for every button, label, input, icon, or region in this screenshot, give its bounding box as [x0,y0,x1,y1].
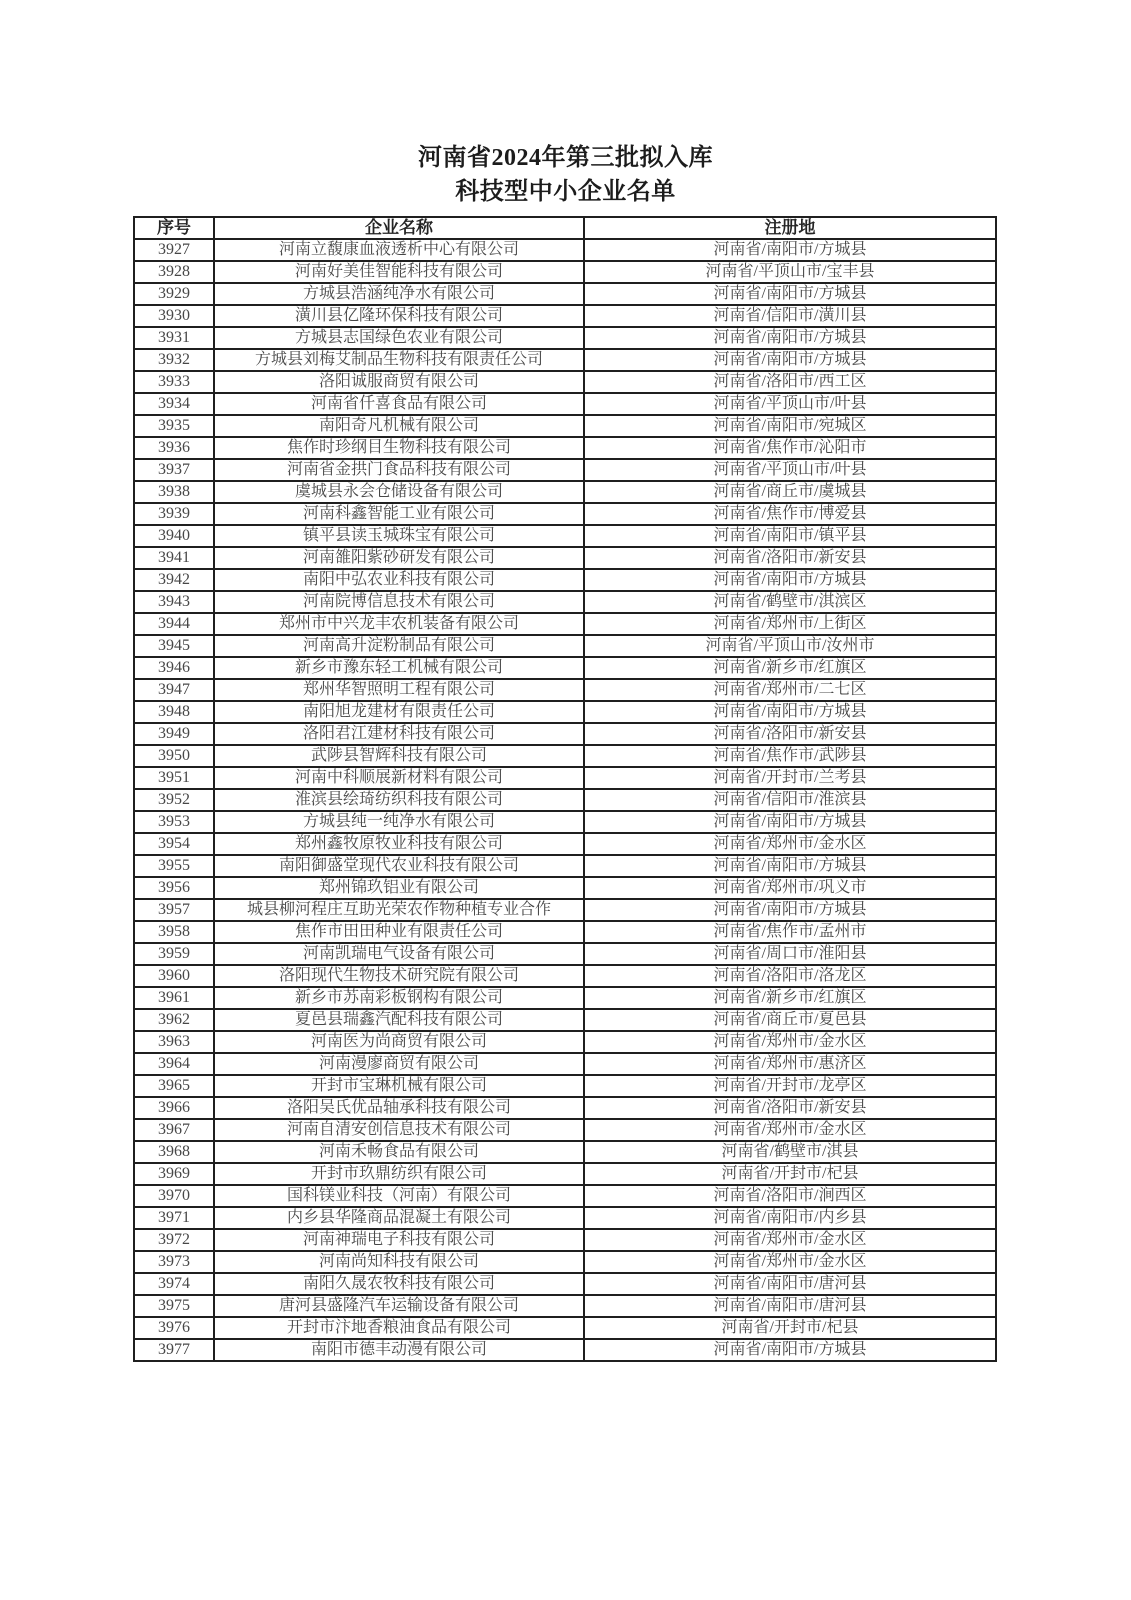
company-name-cell: 武陟县智辉科技有限公司 [214,745,584,767]
registration-cell: 河南省/郑州市/巩义市 [584,877,996,899]
table-row [134,1273,996,1295]
serial-cell: 3961 [134,987,214,1009]
company-name-cell: 河南省仟喜食品有限公司 [214,393,584,415]
serial-cell: 3954 [134,833,214,855]
registration-cell: 河南省/郑州市/惠济区 [584,1053,996,1075]
company-name-cell: 河南禾畅食品有限公司 [214,1141,584,1163]
company-name-cell: 镇平县读玉城珠宝有限公司 [214,525,584,547]
registration-cell: 河南省/洛阳市/涧西区 [584,1185,996,1207]
table-row [134,1075,996,1097]
serial-cell: 3948 [134,701,214,723]
table-row [134,767,996,789]
table-row [134,899,996,921]
table-row [134,1119,996,1141]
registration-cell: 河南省/南阳市/方城县 [584,701,996,723]
company-name-cell: 洛阳君江建材科技有限公司 [214,723,584,745]
serial-cell: 3938 [134,481,214,503]
table-row [134,701,996,723]
table-row [134,547,996,569]
company-name-cell: 河南医为尚商贸有限公司 [214,1031,584,1053]
registration-cell: 河南省/南阳市/方城县 [584,283,996,305]
serial-cell: 3963 [134,1031,214,1053]
serial-cell: 3947 [134,679,214,701]
table-row [134,481,996,503]
table-row [134,437,996,459]
serial-cell: 3936 [134,437,214,459]
registration-cell: 河南省/开封市/杞县 [584,1163,996,1185]
registration-cell: 河南省/焦作市/孟州市 [584,921,996,943]
company-name-cell: 唐河县盛隆汽车运输设备有限公司 [214,1295,584,1317]
company-name-cell: 河南自清安创信息技术有限公司 [214,1119,584,1141]
registration-cell: 河南省/鹤壁市/淇滨区 [584,591,996,613]
company-name-cell: 郑州华智照明工程有限公司 [214,679,584,701]
company-roster-table [133,216,997,1362]
company-name-cell: 方城县刘梅艾制品生物科技有限责任公司 [214,349,584,371]
registration-cell: 河南省/郑州市/二七区 [584,679,996,701]
registration-cell: 河南省/开封市/兰考县 [584,767,996,789]
company-name-cell: 河南漫廖商贸有限公司 [214,1053,584,1075]
registration-cell: 河南省/南阳市/方城县 [584,811,996,833]
registration-cell: 河南省/南阳市/唐河县 [584,1295,996,1317]
company-name-cell: 开封市汴地香粮油食品有限公司 [214,1317,584,1339]
company-name-cell: 夏邑县瑞鑫汽配科技有限公司 [214,1009,584,1031]
registration-cell: 河南省/周口市/淮阳县 [584,943,996,965]
table-row [134,239,996,261]
serial-cell: 3944 [134,613,214,635]
registration-cell: 河南省/商丘市/虞城县 [584,481,996,503]
company-name-cell: 河南科鑫智能工业有限公司 [214,503,584,525]
table-row [134,833,996,855]
table-row [134,745,996,767]
table-row [134,1185,996,1207]
serial-cell: 3943 [134,591,214,613]
table-row [134,1141,996,1163]
company-name-cell: 南阳御盛堂现代农业科技有限公司 [214,855,584,877]
serial-cell: 3941 [134,547,214,569]
registration-cell: 河南省/新乡市/红旗区 [584,657,996,679]
table-row [134,1009,996,1031]
header-registration: 注册地 [584,217,996,239]
company-name-cell: 城县柳河程庄互助光荣农作物种植专业合作 [214,899,584,921]
company-name-cell: 南阳市德丰动漫有限公司 [214,1339,584,1361]
table-row [134,1053,996,1075]
company-name-cell: 河南雒阳紫砂研发有限公司 [214,547,584,569]
serial-cell: 3953 [134,811,214,833]
header-serial: 序号 [134,217,214,239]
company-name-cell: 南阳奇凡机械有限公司 [214,415,584,437]
registration-cell: 河南省/郑州市/金水区 [584,1251,996,1273]
registration-cell: 河南省/洛阳市/洛龙区 [584,965,996,987]
registration-cell: 河南省/平顶山市/叶县 [584,459,996,481]
serial-cell: 3940 [134,525,214,547]
serial-cell: 3950 [134,745,214,767]
serial-cell: 3974 [134,1273,214,1295]
table-row [134,1251,996,1273]
serial-cell: 3969 [134,1163,214,1185]
company-name-cell: 方城县浩涵纯净水有限公司 [214,283,584,305]
serial-cell: 3928 [134,261,214,283]
serial-cell: 3965 [134,1075,214,1097]
registration-cell: 河南省/平顶山市/汝州市 [584,635,996,657]
company-name-cell: 南阳旭龙建材有限责任公司 [214,701,584,723]
registration-cell: 河南省/洛阳市/新安县 [584,1097,996,1119]
serial-cell: 3957 [134,899,214,921]
registration-cell: 河南省/南阳市/方城县 [584,239,996,261]
registration-cell: 河南省/洛阳市/新安县 [584,723,996,745]
serial-cell: 3934 [134,393,214,415]
company-name-cell: 开封市宝琳机械有限公司 [214,1075,584,1097]
company-name-cell: 开封市玖鼎纺织有限公司 [214,1163,584,1185]
registration-cell: 河南省/郑州市/上街区 [584,613,996,635]
registration-cell: 河南省/洛阳市/新安县 [584,547,996,569]
table-row [134,525,996,547]
company-name-cell: 河南高升淀粉制品有限公司 [214,635,584,657]
registration-cell: 河南省/南阳市/镇平县 [584,525,996,547]
registration-cell: 河南省/开封市/杞县 [584,1317,996,1339]
registration-cell: 河南省/焦作市/沁阳市 [584,437,996,459]
company-name-cell: 焦作时珍纲目生物科技有限公司 [214,437,584,459]
table-row [134,569,996,591]
table-row [134,1229,996,1251]
table-row [134,415,996,437]
header-row [134,217,996,239]
company-name-cell: 虞城县永会仓储设备有限公司 [214,481,584,503]
company-name-cell: 方城县志国绿色农业有限公司 [214,327,584,349]
table-row [134,591,996,613]
company-name-cell: 洛阳现代生物技术研究院有限公司 [214,965,584,987]
table-row [134,349,996,371]
serial-cell: 3931 [134,327,214,349]
company-name-cell: 洛阳吴氏优品轴承科技有限公司 [214,1097,584,1119]
serial-cell: 3962 [134,1009,214,1031]
table-row [134,1097,996,1119]
registration-cell: 河南省/信阳市/潢川县 [584,305,996,327]
table-row [134,921,996,943]
registration-cell: 河南省/平顶山市/宝丰县 [584,261,996,283]
table-row [134,393,996,415]
serial-cell: 3977 [134,1339,214,1361]
serial-cell: 3951 [134,767,214,789]
title-line-2: 科技型中小企业名单 [455,179,676,205]
serial-cell: 3942 [134,569,214,591]
serial-cell: 3956 [134,877,214,899]
company-name-cell: 河南尚知科技有限公司 [214,1251,584,1273]
company-name-cell: 新乡市苏南彩板钢构有限公司 [214,987,584,1009]
table-row [134,635,996,657]
serial-cell: 3945 [134,635,214,657]
company-name-cell: 河南神瑞电子科技有限公司 [214,1229,584,1251]
table-row [134,305,996,327]
header-company-name: 企业名称 [214,217,584,239]
table-row [134,987,996,1009]
company-name-cell: 新乡市豫东轻工机械有限公司 [214,657,584,679]
table-row [134,459,996,481]
table-row [134,679,996,701]
company-name-cell: 国科镁业科技（河南）有限公司 [214,1185,584,1207]
table-row [134,261,996,283]
table-row [134,613,996,635]
registration-cell: 河南省/洛阳市/西工区 [584,371,996,393]
company-name-cell: 方城县纯一纯净水有限公司 [214,811,584,833]
table-row [134,1339,996,1361]
registration-cell: 河南省/南阳市/方城县 [584,1339,996,1361]
serial-cell: 3960 [134,965,214,987]
registration-cell: 河南省/平顶山市/叶县 [584,393,996,415]
table-row [134,965,996,987]
table-row [134,657,996,679]
registration-cell: 河南省/郑州市/金水区 [584,1229,996,1251]
company-name-cell: 河南省金拱门食品科技有限公司 [214,459,584,481]
table-header [134,217,996,239]
company-name-cell: 河南院博信息技术有限公司 [214,591,584,613]
serial-cell: 3958 [134,921,214,943]
registration-cell: 河南省/南阳市/方城县 [584,855,996,877]
company-name-cell: 焦作市田田种业有限责任公司 [214,921,584,943]
serial-cell: 3972 [134,1229,214,1251]
company-name-cell: 河南中科顺展新材料有限公司 [214,767,584,789]
table-row [134,283,996,305]
company-name-cell: 内乡县华隆商品混凝土有限公司 [214,1207,584,1229]
company-name-cell: 淮滨县绘琦纺织科技有限公司 [214,789,584,811]
company-name-cell: 河南立馥康血液透析中心有限公司 [214,239,584,261]
serial-cell: 3959 [134,943,214,965]
serial-cell: 3930 [134,305,214,327]
table-row [134,327,996,349]
serial-cell: 3937 [134,459,214,481]
serial-cell: 3971 [134,1207,214,1229]
registration-cell: 河南省/鹤壁市/淇县 [584,1141,996,1163]
serial-cell: 3952 [134,789,214,811]
table-row [134,1031,996,1053]
company-name-cell: 洛阳诚服商贸有限公司 [214,371,584,393]
title-line-1: 河南省2024年第三批拟入库 [418,145,713,171]
table-row [134,855,996,877]
serial-cell: 3955 [134,855,214,877]
registration-cell: 河南省/焦作市/博爱县 [584,503,996,525]
company-name-cell: 河南好美佳智能科技有限公司 [214,261,584,283]
company-name-cell: 郑州鑫牧原牧业科技有限公司 [214,833,584,855]
company-name-cell: 河南凯瑞电气设备有限公司 [214,943,584,965]
table-row [134,1163,996,1185]
company-name-cell: 郑州市中兴龙丰农机装备有限公司 [214,613,584,635]
company-name-cell: 南阳中弘农业科技有限公司 [214,569,584,591]
table-row [134,1295,996,1317]
serial-cell: 3946 [134,657,214,679]
registration-cell: 河南省/郑州市/金水区 [584,1119,996,1141]
registration-cell: 河南省/南阳市/方城县 [584,349,996,371]
table-row [134,877,996,899]
registration-cell: 河南省/商丘市/夏邑县 [584,1009,996,1031]
serial-cell: 3968 [134,1141,214,1163]
registration-cell: 河南省/新乡市/红旗区 [584,987,996,1009]
table-row [134,723,996,745]
table-body [134,239,996,1361]
serial-cell: 3927 [134,239,214,261]
serial-cell: 3933 [134,371,214,393]
registration-cell: 河南省/开封市/龙亭区 [584,1075,996,1097]
company-name-cell: 南阳久晟农牧科技有限公司 [214,1273,584,1295]
serial-cell: 3973 [134,1251,214,1273]
registration-cell: 河南省/南阳市/宛城区 [584,415,996,437]
company-name-cell: 潢川县亿隆环保科技有限公司 [214,305,584,327]
serial-cell: 3964 [134,1053,214,1075]
table-row [134,943,996,965]
registration-cell: 河南省/南阳市/内乡县 [584,1207,996,1229]
registration-cell: 河南省/郑州市/金水区 [584,833,996,855]
serial-cell: 3967 [134,1119,214,1141]
serial-cell: 3976 [134,1317,214,1339]
table-row [134,1317,996,1339]
serial-cell: 3966 [134,1097,214,1119]
serial-cell: 3970 [134,1185,214,1207]
serial-cell: 3939 [134,503,214,525]
serial-cell: 3929 [134,283,214,305]
serial-cell: 3935 [134,415,214,437]
serial-cell: 3949 [134,723,214,745]
registration-cell: 河南省/信阳市/淮滨县 [584,789,996,811]
serial-cell: 3932 [134,349,214,371]
registration-cell: 河南省/南阳市/唐河县 [584,1273,996,1295]
table-row [134,789,996,811]
table-row [134,811,996,833]
registration-cell: 河南省/焦作市/武陟县 [584,745,996,767]
registration-cell: 河南省/南阳市/方城县 [584,327,996,349]
table-row [134,503,996,525]
company-name-cell: 郑州锦玖铝业有限公司 [214,877,584,899]
table-row [134,371,996,393]
registration-cell: 河南省/郑州市/金水区 [584,1031,996,1053]
serial-cell: 3975 [134,1295,214,1317]
registration-cell: 河南省/南阳市/方城县 [584,899,996,921]
document-title [0,141,1131,209]
table-row [134,1207,996,1229]
registration-cell: 河南省/南阳市/方城县 [584,569,996,591]
